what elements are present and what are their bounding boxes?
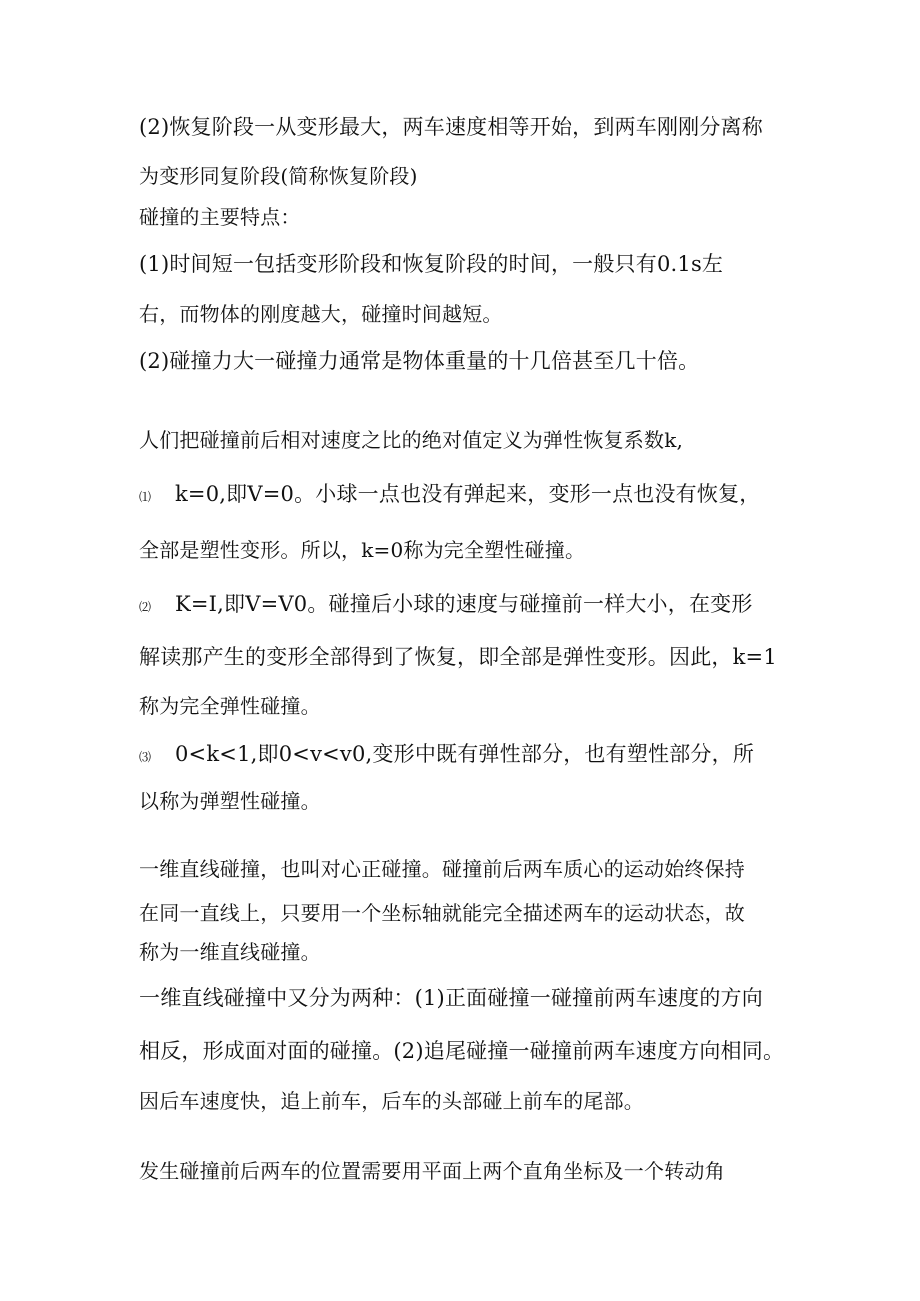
paragraph-line-elastic-cont: 称为完全弹性碰撞。 [139,694,321,718]
list-item-k-between [139,740,754,771]
paragraph-line-plastic: 全部是塑性变形。所以，k=0称为完全塑性碰撞。 [139,538,586,562]
paragraph-line-short-time-cont: 右，而物体的刚度越大，碰撞时间越短。 [139,302,503,326]
paragraph-line-restitution-definition: 人们把碰撞前后相对速度之比的绝对值定义为弹性恢复系数k, [139,428,684,452]
paragraph-line-1d-collision: 一维直线碰撞，也叫对心正碰撞。碰撞前后两车质心的运动始终保持 [139,857,745,881]
list-marker-2: ⑵ [139,600,152,614]
list-item-k-zero [139,480,760,511]
paragraph-line-1d-collision-cont: 在同一直线上，只要用一个坐标轴就能完全描述两车的运动状态，故 [139,901,745,925]
paragraph-line-rear-end-cont: 因后车速度快，追上前车，后车的头部碰上前车的尾部。 [139,1089,644,1113]
paragraph-line-position: 发生碰撞前后两车的位置需要用平面上两个直角坐标及一个转动角 [139,1159,725,1183]
paragraph-line-recovery-phase-cont: 为变形同复阶段(简称恢复阶段) [139,164,418,188]
list-item-text: k=0,即V=0。小球一点也没有弹起来，变形一点也没有恢复， [175,482,761,506]
paragraph-line-elastic: 解读那产生的变形全部得到了恢复，即全部是弹性变形。因此，k=1 [139,645,777,669]
list-item-text: K=I,即V=V0。碰撞后小球的速度与碰撞前一样大小，在变形 [175,592,753,616]
paragraph-line-1d-collision-end: 称为一维直线碰撞。 [139,940,321,964]
paragraph-line-rear-end: 相反，形成面对面的碰撞。(2)追尾碰撞一碰撞前两车速度方向相同。 [139,1039,785,1063]
paragraph-line-elastoplastic: 以称为弹塑性碰撞。 [139,789,321,813]
paragraph-line-large-force: (2)碰撞力大一碰撞力通常是物体重量的十几倍甚至几十倍。 [139,349,700,373]
list-item-k-one [139,590,753,621]
paragraph-line-recovery-phase: (2)恢复阶段一从变形最大，两车速度相等开始，到两车刚刚分离称 [139,115,763,139]
list-marker-1: ⑴ [139,490,152,504]
paragraph-line-short-time: (1)时间短一包括变形阶段和恢复阶段的时间，一般只有0.1s左 [139,252,724,276]
heading-collision-features: 碰撞的主要特点： [139,205,301,229]
list-marker-3: ⑶ [139,750,152,764]
paragraph-line-two-types: 一维直线碰撞中又分为两种：(1)正面碰撞一碰撞前两车速度的方向 [139,986,763,1010]
list-item-text: 0<k<1,即0<v<v0,变形中既有弹性部分，也有塑性部分，所 [175,742,755,766]
